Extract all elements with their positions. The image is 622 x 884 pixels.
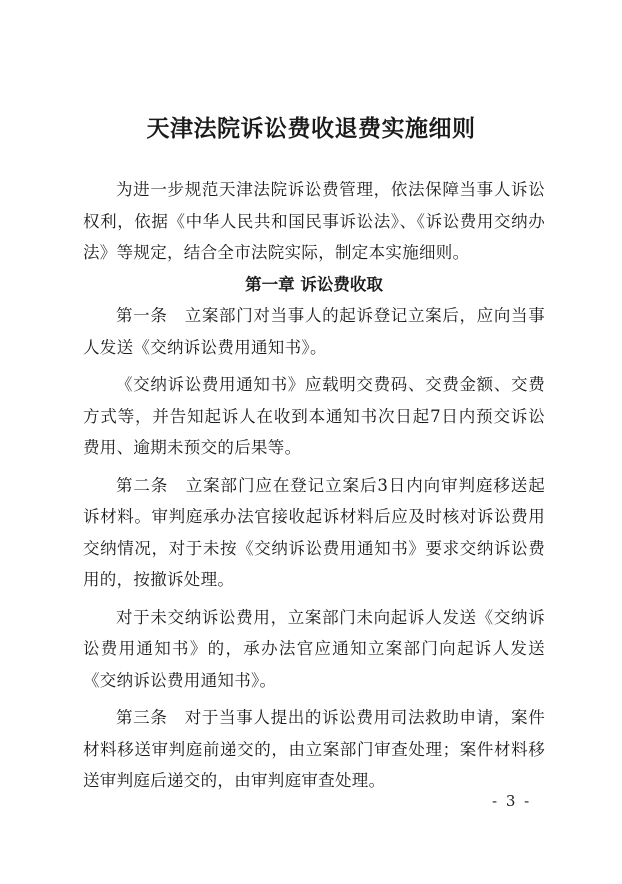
preamble-paragraph: 为进一步规范天津法院诉讼费管理，依法保障当事人诉讼权利，依据《中华人民共和国民事诉讼法》、《诉讼费用交纳办法》等规定，结合全市法院实际，制定本实施细则。 <box>83 180 545 262</box>
page-number: - 3 - <box>492 792 532 810</box>
article-2-paragraph: 第二条 立案部门应在登记立案后3日内向审判庭移送起诉材料。审判庭承办法官接收起诉材料后应及时核对诉讼费用交纳情况，对于未按《交纳诉讼费用通知书》要求交纳诉讼费用的，按撤诉处理。 <box>83 475 545 589</box>
document-body <box>83 174 545 797</box>
article-3-paragraph: 第三条 对于当事人提出的诉讼费用司法救助申请，案件材料移送审判庭前递交的，由立案部门审查处理；案件材料移送审判庭后递交的，由审判庭审查处理。 <box>83 708 545 790</box>
article-1-paragraph: 第一条 立案部门对当事人的起诉登记立案后，应向当事人发送《交纳诉讼费用通知书》。 <box>83 306 545 357</box>
article-1-detail-paragraph: 《交纳诉讼费用通知书》应载明交费码、交费金额、交费方式等，并告知起诉人在收到本通知书次日起7日内预交诉讼费用、逾期未预交的后果等。 <box>83 375 545 457</box>
article-2-detail-paragraph: 对于未交纳诉讼费用，立案部门未向起诉人发送《交纳诉讼费用通知书》的，承办法官应通知立案部门向起诉人发送《交纳诉讼费用通知书》。 <box>83 607 545 690</box>
document-title: 天津法院诉讼费收退费实施细则 <box>146 115 476 142</box>
chapter-heading: 第一章 诉讼费收取 <box>245 274 383 294</box>
